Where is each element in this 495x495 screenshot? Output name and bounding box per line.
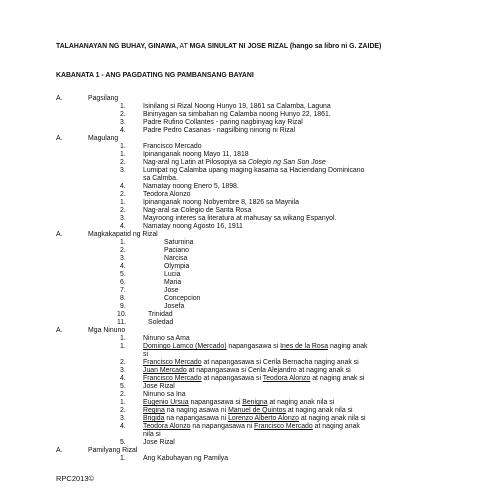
item-text: na naging asawa ni bbox=[164, 407, 229, 414]
list-number: 4. bbox=[120, 263, 126, 270]
list-item: Concepcion bbox=[164, 295, 201, 302]
item-text: at naging anak nila si bbox=[285, 407, 353, 414]
ancestor-name: Ines de la Rosa bbox=[280, 343, 329, 350]
list-number: 1. bbox=[120, 151, 126, 158]
section-label: Magkakapatid ng Rizal bbox=[88, 231, 158, 238]
list-item-continuation: nila si bbox=[143, 431, 161, 438]
list-number: 3. bbox=[120, 367, 126, 374]
list-item: Josefa bbox=[164, 303, 185, 310]
list-item bbox=[143, 159, 326, 167]
ancestor-name: Francisco Mercado bbox=[143, 359, 202, 366]
list-item bbox=[143, 343, 368, 351]
list-number: 5. bbox=[120, 383, 126, 390]
list-item: Lucia bbox=[164, 271, 181, 278]
list-item: Jose Rizal bbox=[143, 439, 175, 446]
list-number: 1. bbox=[120, 103, 126, 110]
list-number: 1. bbox=[120, 343, 126, 350]
section-letter: A. bbox=[56, 231, 63, 238]
title-part: MGA SINULAT NI JOSE RIZAL (hango sa libro ni G. ZAIDE) bbox=[189, 43, 382, 50]
list-item: Lumipat ng Calamba upang maging kasama sa Haciendang Dominicano bbox=[143, 167, 365, 174]
document-title bbox=[56, 43, 381, 51]
list-item: Saturnina bbox=[164, 239, 194, 246]
list-number: 2. bbox=[120, 407, 126, 414]
list-number: 2. bbox=[120, 191, 126, 198]
ancestor-name: Juan Mercado bbox=[143, 367, 187, 374]
list-item: Francisco Mercado bbox=[143, 143, 202, 150]
list-item bbox=[143, 367, 351, 375]
item-text: na napangasawa ni bbox=[190, 423, 255, 430]
ancestor-name: Brigida bbox=[143, 415, 165, 422]
list-item: Ang Kabuhayan ng Pamilya bbox=[143, 455, 229, 462]
list-item: Padre Rufino Collantes - paring nagbinyag kay Rizal bbox=[143, 119, 303, 126]
item-text: na napangasawa ni bbox=[164, 415, 229, 422]
list-item bbox=[143, 375, 364, 383]
ancestor-name: Teodora Alonzo bbox=[143, 423, 191, 430]
section-letter: A. bbox=[56, 135, 63, 142]
ancestor-name: Francisco Mercado bbox=[143, 375, 202, 382]
ancestor-name: Francisco Mercado bbox=[254, 423, 313, 430]
ancestor-name: Manuel de Quintos bbox=[228, 407, 286, 414]
list-number: 9. bbox=[120, 303, 126, 310]
list-number: 2. bbox=[120, 247, 126, 254]
list-item: Soledad bbox=[148, 319, 174, 326]
item-text: at napangasawa si Cerila Alejandro at naging anak si bbox=[186, 367, 351, 374]
list-number: 3. bbox=[120, 215, 126, 222]
list-item: Jose bbox=[164, 287, 179, 294]
list-number: 4. bbox=[120, 127, 126, 134]
list-item bbox=[143, 407, 353, 415]
item-text: naging anak bbox=[328, 343, 368, 350]
list-item: Ipinanganak noong Nobyembre 8, 1826 sa Maynila bbox=[143, 199, 299, 206]
ancestor-name: Benigna bbox=[242, 399, 268, 406]
ancestor-name: Eugenio Ursua bbox=[143, 399, 189, 406]
list-item bbox=[143, 359, 359, 367]
section-letter: A. bbox=[56, 447, 63, 454]
list-item: Jose Rizal bbox=[143, 383, 175, 390]
list-number: 1. bbox=[120, 399, 126, 406]
list-number: 4. bbox=[120, 183, 126, 190]
list-number: 6. bbox=[120, 279, 126, 286]
item-text: napangasawa si bbox=[226, 343, 281, 350]
item-text: at naging anak nila si bbox=[298, 415, 366, 422]
list-number: 2. bbox=[120, 391, 126, 398]
list-item: Teodora Alonzo bbox=[143, 191, 191, 198]
list-item: Mayroong interes sa literatura at mahusay sa wikang Espanyol. bbox=[143, 215, 337, 222]
list-item: Narcisa bbox=[164, 255, 188, 262]
list-number: 2. bbox=[120, 111, 126, 118]
section-letter: A. bbox=[56, 95, 63, 102]
ancestor-name: Regina bbox=[143, 407, 165, 414]
section-label: Pagsilang bbox=[88, 95, 119, 102]
list-number: 2. bbox=[120, 207, 126, 214]
list-number: 1. bbox=[120, 455, 126, 462]
list-number: 1. bbox=[120, 199, 126, 206]
list-item: Nag-aral sa Colegio de Santa Rosa bbox=[143, 207, 252, 214]
item-text: at napangasawa si Cerila Bernacha naging anak si bbox=[201, 359, 359, 366]
item-text: napangasawa si bbox=[188, 399, 243, 406]
list-number: 4. bbox=[120, 223, 126, 230]
list-number: 3. bbox=[120, 255, 126, 262]
list-item: Namatay noong Enero 5, 1898. bbox=[143, 183, 239, 190]
footer-copyright: RPC2013© bbox=[56, 474, 95, 483]
list-item: Ninuno sa Ama bbox=[143, 335, 190, 342]
list-number: 2. bbox=[120, 159, 126, 166]
list-item: Olympia bbox=[164, 263, 190, 270]
list-item: Paciano bbox=[164, 247, 189, 254]
title-part: TALAHANAYAN NG BUHAY, GINAWA, bbox=[56, 43, 179, 50]
ancestor-name: Domingo Lamco (Mercado) bbox=[143, 343, 227, 350]
school-name: Colegio ng San Son Jose bbox=[247, 159, 326, 166]
item-text: at naging anak nila si bbox=[267, 399, 335, 406]
list-item: Maria bbox=[164, 279, 182, 286]
list-item: Namatay noong Agosto 16, 1911 bbox=[143, 223, 243, 230]
list-number: 3. bbox=[120, 415, 126, 422]
section-label: Mga Ninuno bbox=[88, 327, 126, 334]
list-number: 4. bbox=[120, 375, 126, 382]
list-number: 8. bbox=[120, 295, 126, 302]
list-item: Bininyagan sa simbahan ng Calamba noong Hunyo 22, 1861. bbox=[143, 111, 331, 118]
list-item bbox=[143, 415, 366, 423]
list-item: Padre Pedro Casanas - nagsilbing ninong ni Rizal bbox=[143, 127, 296, 134]
list-number: 10. bbox=[117, 311, 127, 318]
title-part: AT bbox=[178, 43, 190, 50]
list-number: 2. bbox=[120, 359, 126, 366]
item-text: Nag-aral ng Latin at Pilosopiya sa bbox=[143, 159, 248, 166]
list-item: Isinilang si Rizal Noong Hunyo 19, 1861 sa Calamba, Laguna bbox=[143, 103, 331, 110]
section-label: Pamilyang Rizal bbox=[88, 447, 138, 454]
list-number: 5. bbox=[120, 439, 126, 446]
ancestor-name: Teodora Alonzo bbox=[262, 375, 311, 382]
list-item: Trinidad bbox=[148, 311, 173, 318]
list-item: Ninuno sa Ina bbox=[143, 391, 186, 398]
list-number: 1. bbox=[120, 239, 126, 246]
section-label: Magulang bbox=[88, 135, 119, 142]
ancestor-name: Lorenzo Alberto Alonzo bbox=[228, 415, 299, 422]
item-text: at naging anak si bbox=[310, 375, 365, 382]
list-number: 3. bbox=[120, 119, 126, 126]
item-text: at napangasawa si bbox=[201, 375, 263, 382]
list-number: 11. bbox=[117, 319, 127, 326]
chapter-heading: KABANATA 1 - ANG PAGDATING NG PAMBANSANG BAYANI bbox=[56, 72, 254, 79]
list-item bbox=[143, 423, 360, 431]
list-number: 1. bbox=[120, 143, 126, 150]
list-number: 5. bbox=[120, 271, 126, 278]
list-number: 1. bbox=[120, 335, 126, 342]
list-number: 4. bbox=[120, 423, 126, 430]
item-text: at naging anak bbox=[312, 423, 360, 430]
list-item-continuation: si bbox=[143, 351, 148, 358]
list-number: 3. bbox=[120, 167, 126, 174]
section-letter: A. bbox=[56, 327, 63, 334]
list-item-continuation: sa Calmba. bbox=[143, 175, 178, 182]
list-number: 7. bbox=[120, 287, 126, 294]
list-item: Ipinanganak noong Mayo 11, 1818 bbox=[143, 151, 249, 158]
list-item bbox=[143, 399, 334, 407]
